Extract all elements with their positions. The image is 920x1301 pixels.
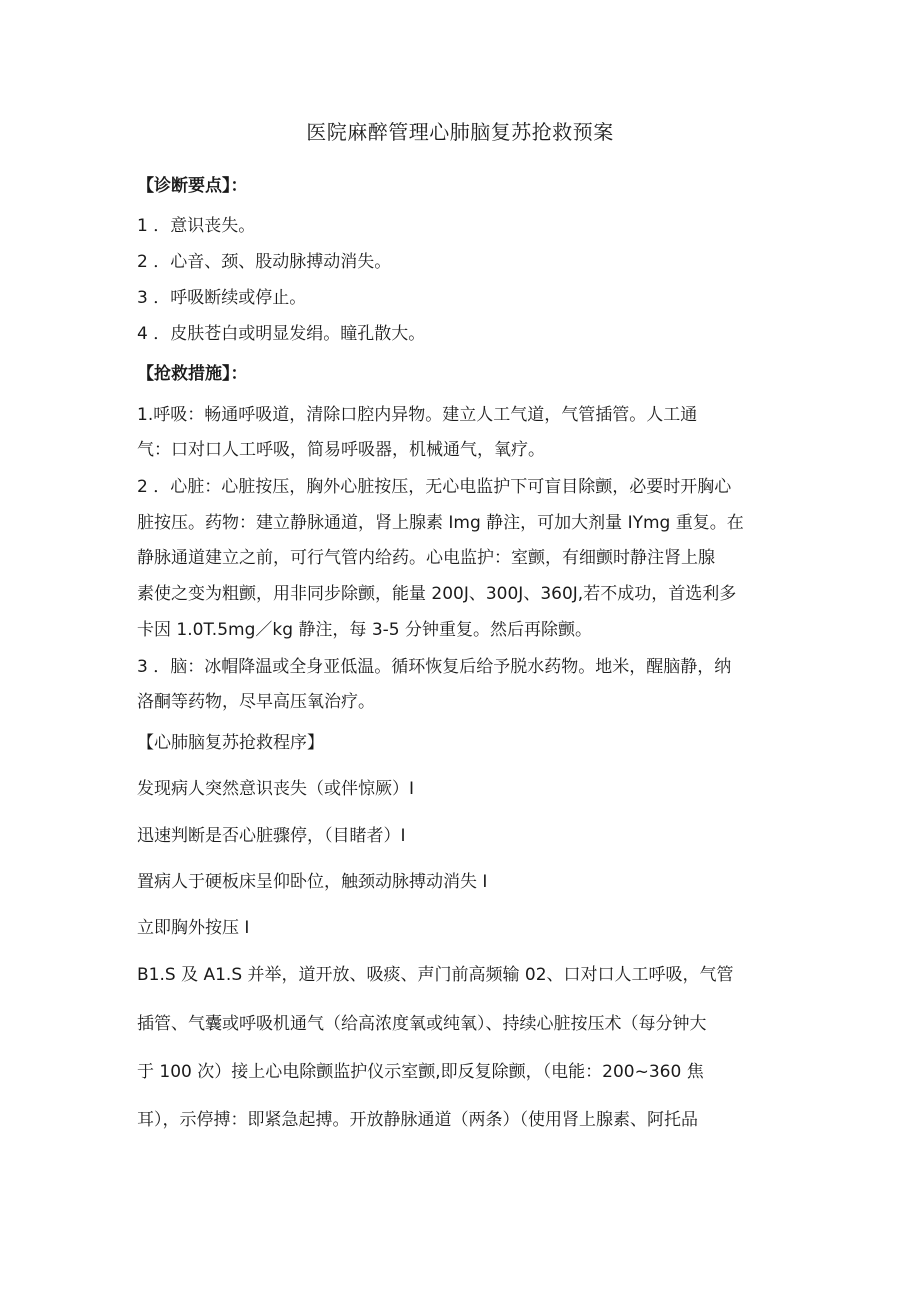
procedure-line: 置病人于硬板床呈仰卧位，触颈动脉搏动消失 I [137, 872, 488, 892]
rescue-line: 3 ．脑：冰帽降温或全身亚低温。循环恢复后给予脱水药物。地米，醒脑静，纳 [137, 657, 732, 677]
procedure-line: 迅速判断是否心脏骤停，（目睹者）I [137, 826, 406, 846]
document-title: 医院麻醉管理心肺脑复苏抢救预案 [306, 120, 614, 144]
diagnosis-heading: 【诊断要点】： [137, 176, 248, 196]
rescue-line: 2 ．心脏：心脏按压，胸外心脏按压，无心电监护下可盲目除颤，必要时开胸心 [137, 477, 732, 497]
diagnosis-item: 3 ．呼吸断续或停止。 [137, 288, 307, 308]
rescue-line: 洛酮等药物，尽早高压氧治疗。 [137, 692, 375, 712]
rescue-line: 卡因 1.0T.5mg／kg 静注，每 3-5 分钟重复。然后再除颤。 [137, 620, 592, 640]
procedure-line: 于 100 次）接上心电除颤监护仪示室颤,即反复除颤，（电能：200~360 焦 [137, 1062, 704, 1082]
diagnosis-item: 2 ．心音、颈、股动脉搏动消失。 [137, 252, 392, 272]
rescue-line: 1.呼吸：畅通呼吸道，清除口腔内异物。建立人工气道，气管插管。人工通 [137, 405, 698, 425]
procedure-line: 立即胸外按压 I [137, 918, 250, 938]
procedure-line: 插管、气囊或呼吸机通气（给高浓度氧或纯氧）、持续心脏按压术（每分钟大 [137, 1014, 707, 1034]
diagnosis-item: 4 ．皮肤苍白或明显发绢。瞳孔散大。 [137, 324, 426, 344]
rescue-line: 气：口对口人工呼吸，简易呼吸器，机械通气，氧疗。 [137, 440, 545, 460]
rescue-line: 静脉通道建立之前，可行气管内给药。心电监护：室颤，有细颤时静注肾上腺 [137, 548, 715, 568]
rescue-heading: 【抢救措施】： [137, 364, 248, 384]
procedure-line: 耳），示停搏：即紧急起搏。开放静脉通道（两条）（使用肾上腺素、阿托品 [137, 1110, 698, 1130]
rescue-line: 素使之变为粗颤，用非同步除颤，能量 200J、300J、360J,若不成功，首选利多 [137, 584, 737, 604]
procedure-line: 发现病人突然意识丧失（或伴惊厥）I [137, 779, 415, 799]
diagnosis-item: 1 ．意识丧失。 [137, 216, 256, 236]
rescue-line: 脏按压。药物：建立静脉通道，肾上腺素 Img 静注，可加大剂量 IYmg 重复。在 [137, 513, 744, 533]
procedure-line: B1.S 及 A1.S 并举，道开放、吸痰、声门前高频输 02、口对口人工呼吸，气管 [137, 965, 734, 985]
procedure-heading: 【心肺脑复苏抢救程序】 [137, 733, 324, 753]
